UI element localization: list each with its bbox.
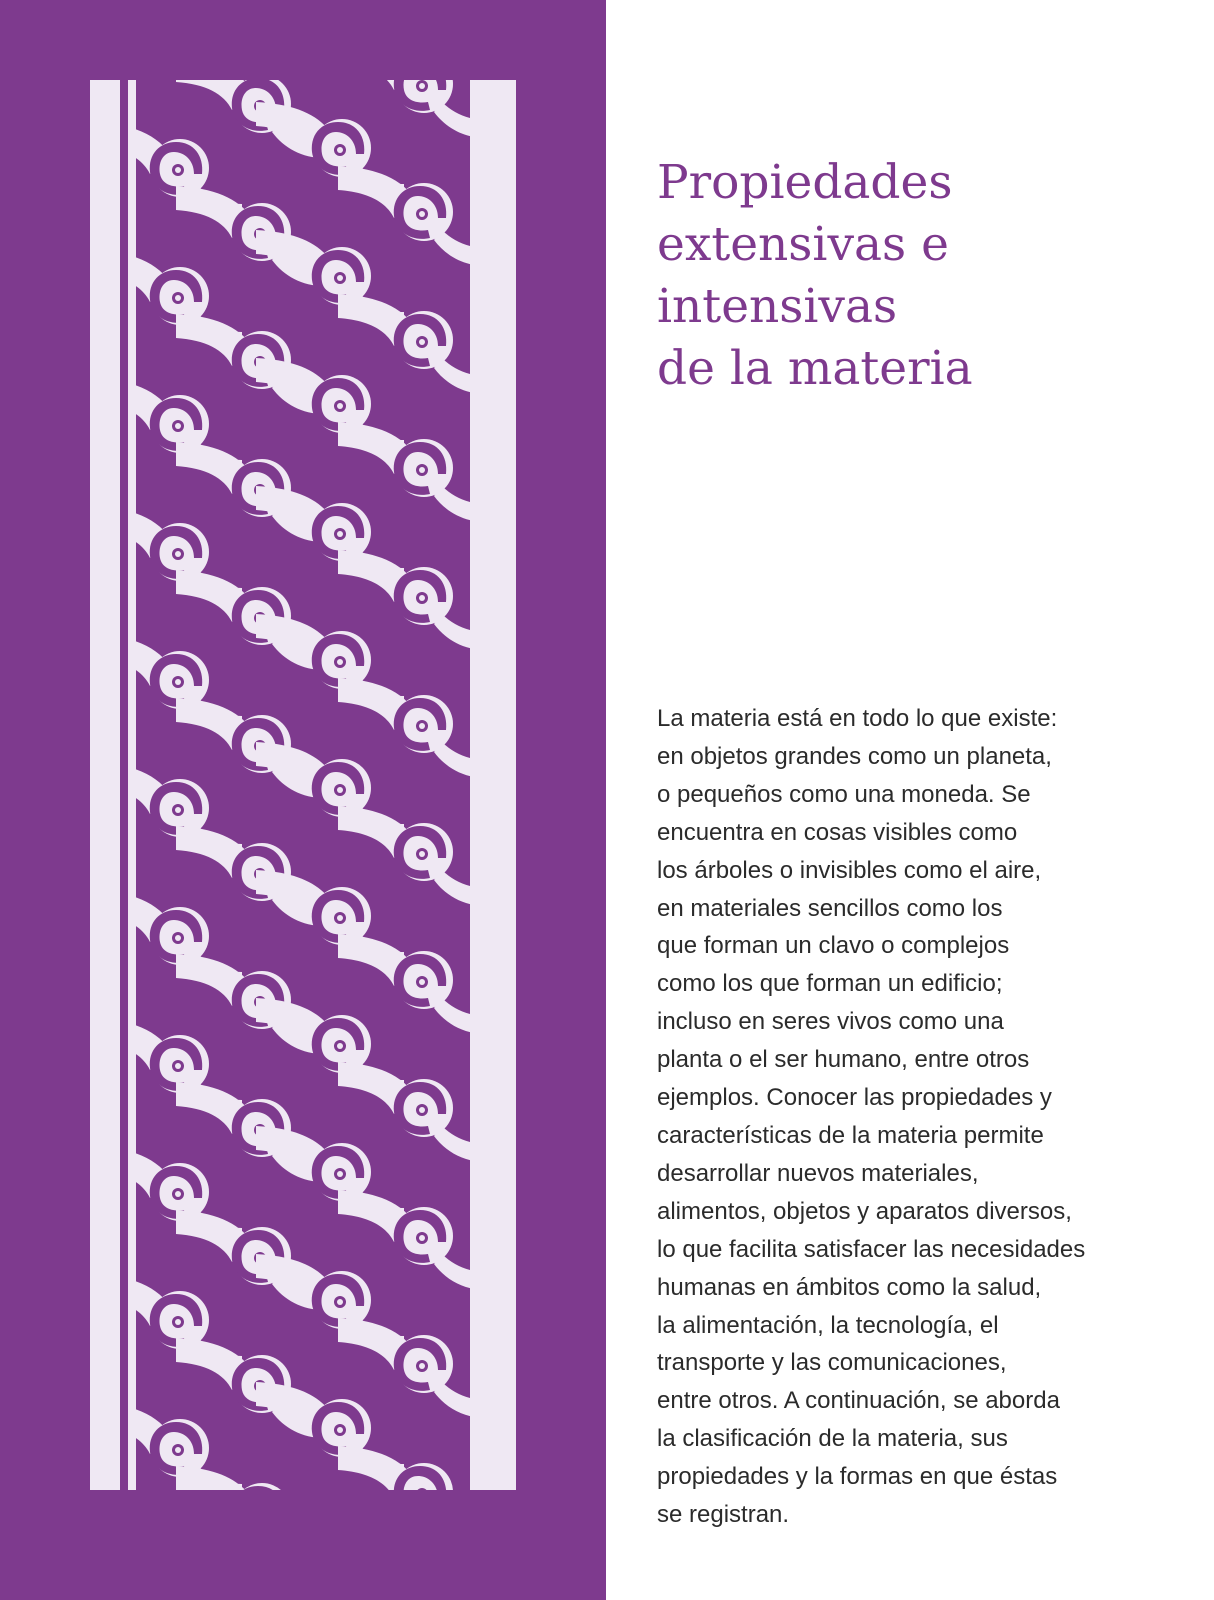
spiral-icon — [176, 186, 324, 286]
spiral-icon — [176, 954, 324, 1054]
paragraph-line: características de la materia permite — [657, 1121, 1044, 1149]
spiral-icon — [256, 0, 404, 74]
spiral-icon — [176, 826, 324, 926]
spiral-icon — [338, 806, 486, 906]
paragraph-line: la alimentación, la tecnología, el — [657, 1311, 999, 1339]
border-bar-thin — [128, 80, 136, 1490]
spiral-icon — [94, 0, 242, 94]
intro-paragraph — [657, 700, 1177, 1534]
title-line: extensivas e — [657, 217, 949, 272]
paragraph-line: planta o el ser humano, entre otros — [657, 1046, 1030, 1074]
paragraph-line: desarrollar nuevos materiales, — [657, 1159, 979, 1187]
paragraph-line: humanas en ámbitos como la salud, — [657, 1273, 1042, 1301]
paragraph-line: en materiales sencillos como los — [657, 894, 1003, 922]
spiral-pattern — [94, 0, 486, 1600]
paragraph-line: encuentra en cosas visibles como — [657, 818, 1018, 846]
title-line: Propiedades — [657, 155, 953, 210]
spiral-icon — [176, 570, 324, 670]
spiral-icon — [338, 166, 486, 266]
paragraph-line: La materia está en todo lo que existe: — [657, 705, 1058, 732]
greca-spiral-pattern-icon — [0, 0, 606, 1600]
spiral-icon — [176, 1210, 324, 1310]
border-bar-right — [470, 80, 516, 1490]
spiral-icon — [338, 1190, 486, 1290]
spiral-icon — [176, 442, 324, 542]
paragraph-line: los árboles o invisibles como el aire, — [657, 856, 1042, 884]
paragraph-line: como los que forman un edificio; — [657, 970, 1003, 998]
paragraph-line: transporte y las comunicaciones, — [657, 1349, 1007, 1377]
spiral-icon — [338, 294, 486, 394]
paragraph-line: alimentos, objetos y aparatos diversos, — [657, 1197, 1072, 1225]
title-line: intensivas — [657, 279, 898, 334]
spiral-icon — [176, 1338, 324, 1438]
spiral-icon — [338, 1446, 486, 1546]
spiral-icon — [338, 422, 486, 522]
spiral-icon — [338, 1318, 486, 1418]
paragraph-line: en objetos grandes como un planeta, — [657, 742, 1052, 770]
paragraph-line: ejemplos. Conocer las propiedades y — [657, 1084, 1052, 1112]
decorative-panel — [0, 0, 606, 1600]
spiral-icon — [338, 550, 486, 650]
paragraph-line: lo que facilita satisfacer las necesidades — [657, 1235, 1086, 1263]
paragraph-line: la clasificación de la materia, sus — [657, 1425, 1008, 1453]
title-line: de la materia — [657, 341, 973, 396]
paragraph-line: entre otros. A continuación, se aborda — [657, 1387, 1060, 1415]
spiral-icon — [176, 698, 324, 798]
border-bar-left — [90, 80, 120, 1490]
spiral-icon — [176, 58, 324, 158]
spiral-icon — [176, 1466, 324, 1566]
paragraph-line: o pequeños como una moneda. Se — [657, 780, 1031, 808]
paragraph-line: que forman un clavo o complejos — [657, 932, 1010, 960]
spiral-icon — [176, 1082, 324, 1182]
paragraph-line: propiedades y la formas en que éstas — [657, 1463, 1058, 1491]
paragraph-line: se registran. — [657, 1501, 790, 1529]
spiral-icon — [176, 314, 324, 414]
spiral-icon — [256, 1510, 404, 1600]
spiral-icon — [338, 1062, 486, 1162]
page-title — [657, 152, 1177, 400]
spiral-icon — [338, 678, 486, 778]
paragraph-line: incluso en seres vivos como una — [657, 1008, 1004, 1036]
spiral-icon — [338, 934, 486, 1034]
spiral-icon — [338, 38, 486, 138]
